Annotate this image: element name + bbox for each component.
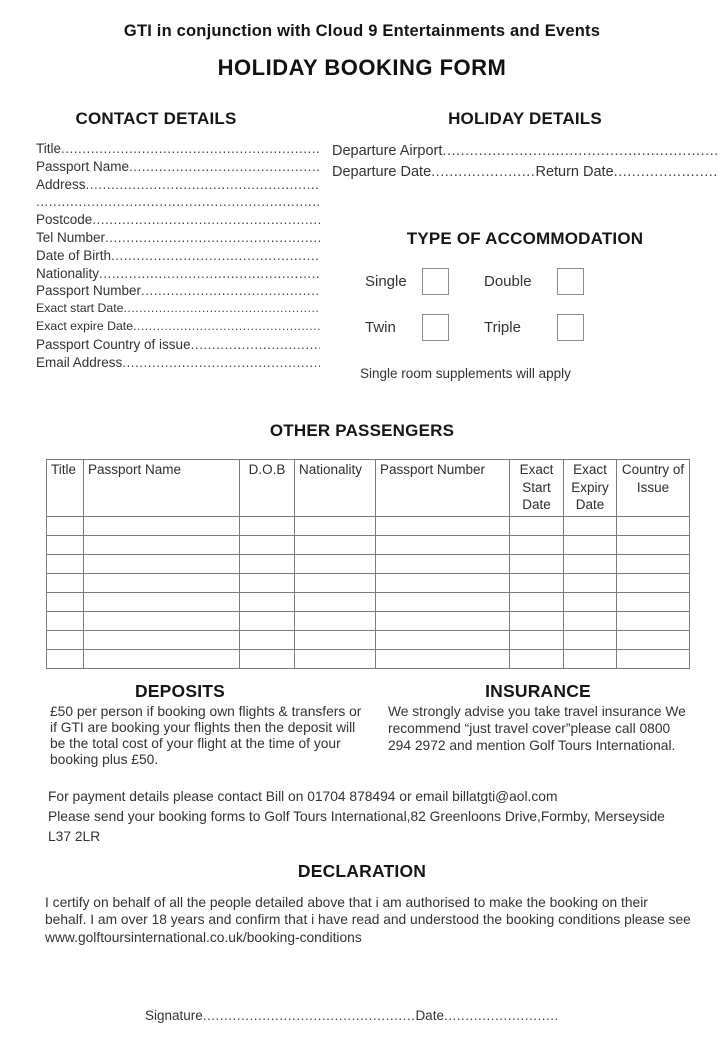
empty-cell (84, 555, 240, 574)
empty-cell (510, 574, 564, 593)
empty-cell (84, 650, 240, 669)
empty-cell (240, 574, 295, 593)
dotted-line (86, 177, 320, 192)
empty-cell (47, 650, 84, 669)
payment-info (0, 787, 724, 847)
empty-cell (240, 536, 295, 555)
col-passport-number: Passport Number (376, 460, 510, 517)
passport-country-field (36, 337, 320, 355)
empty-cell (240, 555, 295, 574)
empty-cell (47, 612, 84, 631)
postcode-field (36, 212, 320, 230)
empty-cell (376, 631, 510, 650)
tel-number-field (36, 230, 320, 248)
holiday-details-heading: HOLIDAY DETAILS (448, 109, 602, 128)
empty-cell (564, 650, 617, 669)
empty-cell (617, 612, 690, 631)
dotted-line (92, 212, 320, 227)
field-label: Departure Airport (332, 143, 443, 159)
empty-cell (84, 574, 240, 593)
table-row (47, 631, 690, 650)
empty-cell (510, 593, 564, 612)
col-country-of-issue: Country of Issue (617, 460, 690, 517)
accommodation-heading: TYPE OF ACCOMMODATION (406, 229, 644, 248)
dotted-line (123, 301, 320, 315)
empty-cell (47, 574, 84, 593)
field-label: Date of Birth (36, 247, 112, 263)
empty-cell (617, 650, 690, 669)
triple-label: Triple (484, 319, 521, 336)
dotted-line (105, 230, 320, 245)
empty-cell (47, 555, 84, 574)
empty-cell (295, 612, 376, 631)
empty-cell (295, 555, 376, 574)
field-label: Email Address (36, 354, 123, 370)
empty-cell (295, 536, 376, 555)
empty-cell (240, 517, 295, 536)
empty-cell (510, 555, 564, 574)
address-field (36, 177, 320, 195)
empty-cell (376, 593, 510, 612)
table-row (47, 574, 690, 593)
dotted-line (61, 141, 320, 156)
empty-cell (564, 536, 617, 555)
empty-cell (617, 593, 690, 612)
empty-cell (84, 612, 240, 631)
signature-label: Signature (145, 1008, 203, 1023)
col-exact-start-date: Exact Start Date (510, 460, 564, 517)
signature-row (145, 1008, 557, 1023)
dotted-line (191, 337, 320, 352)
deposits-heading: DEPOSITS (134, 681, 226, 701)
empty-cell (564, 574, 617, 593)
field-label: Return Date (535, 164, 614, 180)
empty-cell (617, 536, 690, 555)
empty-cell (617, 574, 690, 593)
empty-cell (84, 517, 240, 536)
empty-cell (84, 536, 240, 555)
dotted-line (133, 319, 320, 333)
page-title: HOLIDAY BOOKING FORM (217, 55, 507, 80)
empty-cell (376, 536, 510, 555)
field-label: Nationality (36, 265, 100, 281)
exact-expire-date-field (36, 319, 320, 337)
email-address-field (36, 355, 320, 373)
deposits-text: £50 per person if booking own flights & transfers or if GTI are booking your flights then the deposit will be the total cost of your flight at the time of your booking plus £50. (50, 704, 362, 768)
field-label: Tel Number (36, 229, 106, 245)
field-label: Title (36, 141, 62, 156)
single-label: Single (365, 273, 407, 290)
empty-cell (47, 517, 84, 536)
empty-cell (84, 593, 240, 612)
single-checkbox[interactable] (422, 268, 449, 295)
table-row (47, 536, 690, 555)
accommodation-row-2 (332, 314, 718, 341)
empty-cell (510, 517, 564, 536)
col-title: Title (47, 460, 84, 517)
dotted-line (442, 143, 718, 159)
empty-cell (240, 650, 295, 669)
col-nationality: Nationality (295, 460, 376, 517)
passport-number-field (36, 283, 320, 301)
empty-cell (84, 631, 240, 650)
other-passengers-heading: OTHER PASSENGERS (269, 421, 455, 440)
empty-cell (47, 631, 84, 650)
dotted-line (141, 283, 320, 298)
deposits-insurance-row (0, 681, 724, 769)
date-of-birth-field (36, 248, 320, 266)
field-label: Address (36, 176, 86, 192)
double-checkbox[interactable] (557, 268, 584, 295)
empty-cell (295, 593, 376, 612)
empty-cell (240, 612, 295, 631)
top-columns (0, 109, 724, 381)
passengers-table (46, 459, 690, 669)
empty-cell (295, 574, 376, 593)
empty-cell (510, 650, 564, 669)
insurance-section (360, 681, 724, 769)
empty-cell (564, 517, 617, 536)
field-label: Passport Country of issue (36, 336, 191, 352)
table-row (47, 593, 690, 612)
table-header-row (47, 460, 690, 517)
empty-cell (295, 517, 376, 536)
field-label: Postcode (36, 212, 93, 228)
passengers-table-body (47, 517, 690, 669)
empty-cell (564, 593, 617, 612)
booking-forms-address-line: Please send your booking forms to Golf Tours International,82 Greenloons Drive,Formby, Merseyside L37 2LR (48, 808, 665, 844)
empty-cell (617, 517, 690, 536)
accommodation-row-1 (332, 268, 718, 295)
empty-cell (295, 650, 376, 669)
holiday-details-section (320, 109, 724, 381)
booking-form-page (0, 22, 724, 1046)
signature-dotted-line (203, 1008, 416, 1023)
date-label: Date (415, 1008, 444, 1023)
dotted-line (111, 248, 320, 263)
col-exact-expiry-date: Exact Expiry Date (564, 460, 617, 517)
empty-cell (47, 536, 84, 555)
empty-cell (240, 631, 295, 650)
empty-cell (295, 631, 376, 650)
field-label: Exact expire Date (36, 318, 134, 333)
address-field-line2 (36, 194, 320, 212)
nationality-field (36, 266, 320, 284)
dotted-line (122, 355, 320, 370)
date-dotted-line (444, 1008, 557, 1023)
single-supplement-note: Single room supplements will apply (360, 366, 571, 381)
insurance-heading: INSURANCE (485, 681, 591, 701)
twin-label: Twin (365, 319, 396, 336)
empty-cell (376, 650, 510, 669)
empty-cell (376, 517, 510, 536)
passport-name-field (36, 159, 320, 177)
field-label: Exact start Date (36, 301, 124, 316)
table-row (47, 517, 690, 536)
table-row (47, 555, 690, 574)
empty-cell (376, 555, 510, 574)
empty-cell (617, 555, 690, 574)
empty-cell (617, 631, 690, 650)
col-passport-name: Passport Name (84, 460, 240, 517)
dotted-line (129, 159, 320, 174)
triple-checkbox[interactable] (557, 314, 584, 341)
contact-details-section (0, 109, 320, 381)
insurance-text: We strongly advise you take travel insurance We recommend “just travel cover”please call 0800 294 2972 and mention Golf Tours International. (388, 704, 686, 753)
contact-details-heading: CONTACT DETAILS (75, 109, 237, 128)
empty-cell (510, 631, 564, 650)
dotted-line (99, 266, 320, 281)
dotted-line (431, 164, 535, 180)
empty-cell (564, 612, 617, 631)
contact-fields (36, 141, 320, 372)
empty-cell (564, 631, 617, 650)
doc-subtitle: GTI in conjunction with Cloud 9 Entertainments and Events (123, 22, 601, 40)
table-row (47, 650, 690, 669)
empty-cell (376, 612, 510, 631)
field-label: Passport Number (36, 283, 142, 299)
twin-checkbox[interactable] (422, 314, 449, 341)
empty-cell (376, 574, 510, 593)
departure-airport-field (332, 143, 718, 164)
payment-contact-line: For payment details please contact Bill on 01704 878494 or email billatgti@aol.com (48, 788, 558, 804)
empty-cell (240, 593, 295, 612)
declaration-text: I certify on behalf of all the people detailed above that i am authorised to make the booking on their behalf. I am over 18 years and confirm that i have read and understood the booking conditions please see www.golftoursinternational.co.uk/booking-conditions (45, 894, 691, 945)
dotted-line (614, 164, 718, 180)
empty-cell (47, 593, 84, 612)
deposits-section (0, 681, 360, 769)
col-dob: D.O.B (240, 460, 295, 517)
field-label: Passport Name (36, 158, 130, 174)
exact-start-date-field (36, 301, 320, 319)
empty-cell (564, 555, 617, 574)
dotted-line (36, 194, 320, 209)
title-field (36, 141, 320, 159)
double-label: Double (484, 273, 532, 290)
departure-return-date-field (332, 164, 718, 185)
holiday-fields (332, 143, 718, 185)
empty-cell (510, 612, 564, 631)
empty-cell (510, 536, 564, 555)
field-label: Departure Date (332, 164, 432, 180)
declaration-heading: DECLARATION (297, 860, 427, 881)
table-row (47, 612, 690, 631)
